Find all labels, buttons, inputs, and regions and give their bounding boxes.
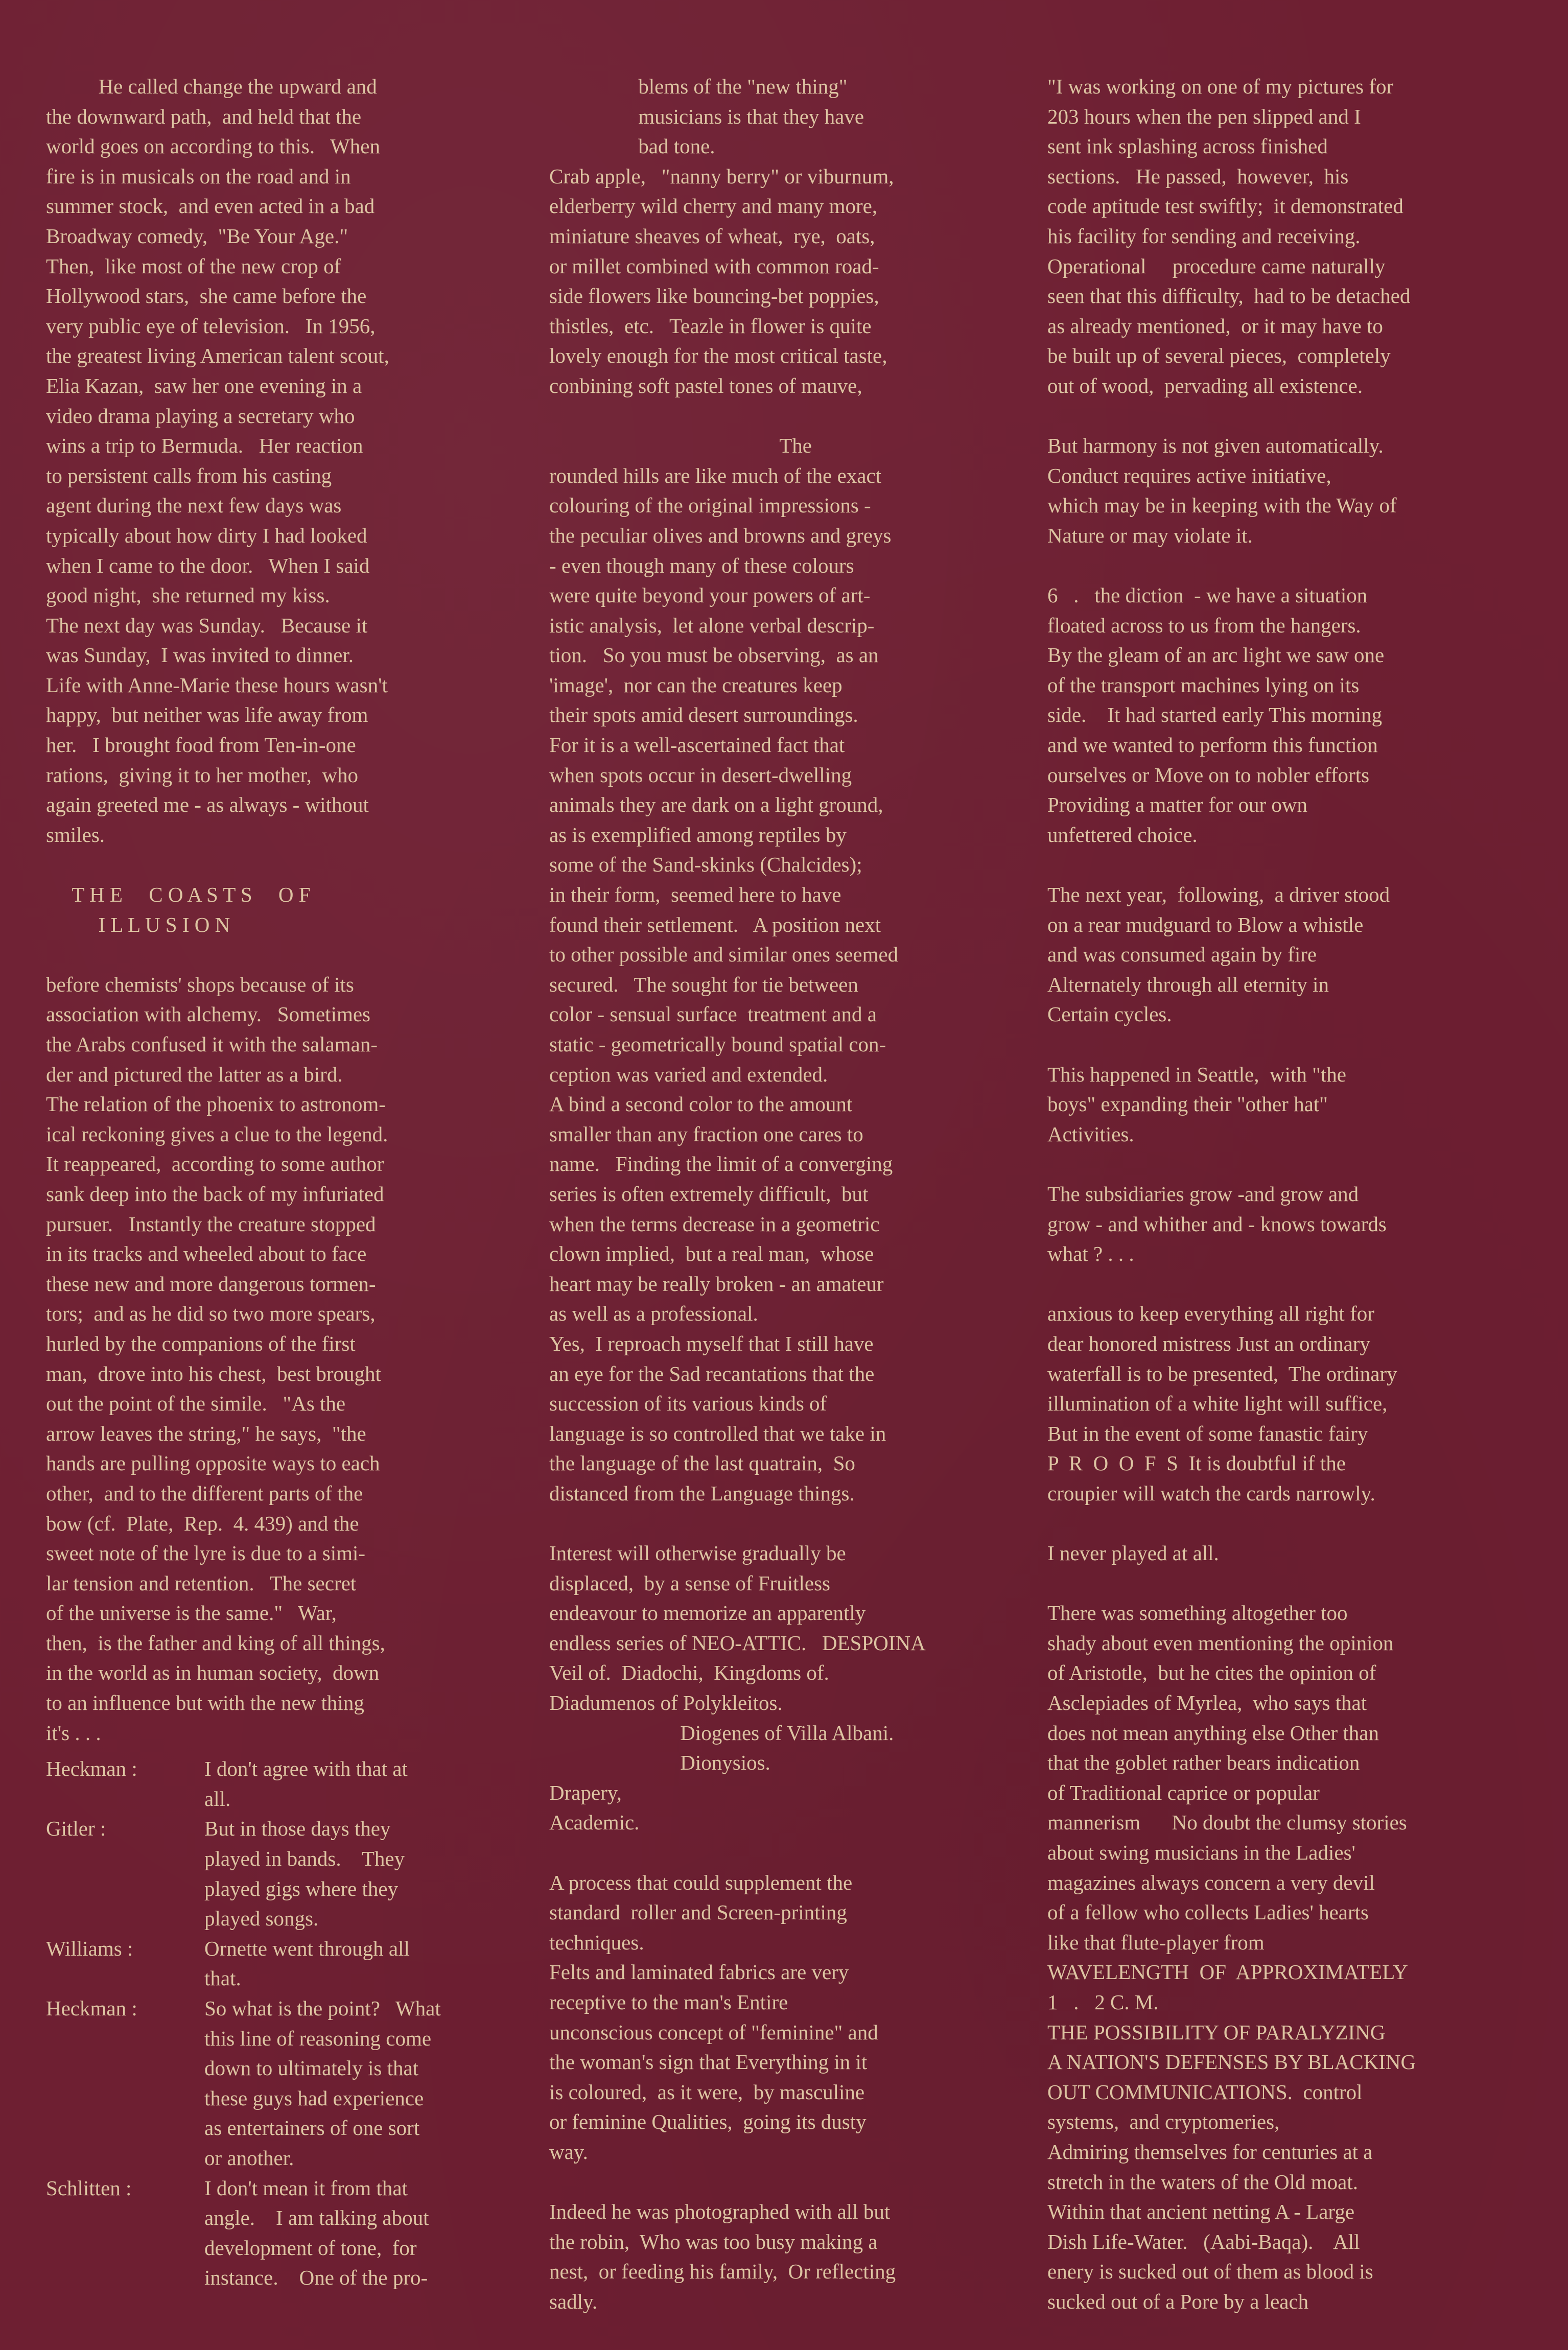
text-line (549, 1838, 1052, 1868)
text-line: way. (549, 2140, 588, 2164)
text-line: out the point of the simile. "As the (46, 1392, 346, 1416)
text-line: displaced, by a sense of Fruitless (549, 1571, 830, 1595)
text-line: shady about even mentioning the opinion (1047, 1631, 1394, 1655)
text-line: the Arabs confused it with the salaman- (46, 1032, 378, 1056)
text-line: bad tone. (549, 134, 715, 158)
text-line: Then, like most of the new crop of (46, 254, 341, 278)
text-line: By the gleam of an arc light we saw one (1047, 643, 1385, 667)
text-line: sadly. (549, 2289, 598, 2313)
speech-text (204, 1814, 549, 1933)
text-line: - even though many of these colours (549, 553, 854, 577)
text-line: sent ink splashing across finished (1047, 134, 1328, 158)
text-line (46, 850, 549, 880)
text-line: man, drove into his chest, best brought (46, 1361, 381, 1385)
text-line: or feminine Qualities, going its dusty (549, 2110, 867, 2134)
text-line: pursuer. Instantly the creature stopped (46, 1212, 376, 1236)
text-line: very public eye of television. In 1956, (46, 314, 376, 338)
dialogue-transcript (46, 1754, 549, 2293)
text-line: which may be in keeping with the Way of (1047, 494, 1397, 518)
text-line: A process that could supplement the (549, 1870, 853, 1894)
text-line: the language of the last quatrain, So (549, 1451, 855, 1475)
text-line: receptive to the man's Entire (549, 1990, 788, 2014)
speech-line: all. (204, 1787, 231, 1811)
text-line: The next year, following, a driver stood (1047, 883, 1390, 907)
text-line: distanced from the Language things. (549, 1481, 855, 1505)
text-line: side flowers like bouncing-bet poppies, (549, 284, 879, 308)
text-line: animals they are dark on a light ground, (549, 793, 883, 817)
text-line: wins a trip to Bermuda. Her reaction (46, 434, 363, 458)
text-line: ception was varied and extended. (549, 1062, 828, 1086)
text-line: boys" expanding their "other hat" (1047, 1092, 1328, 1116)
text-line: Yes, I reproach myself that I still have (549, 1331, 874, 1355)
text-line: conbining soft pastel tones of mauve, (549, 373, 862, 397)
text-line: sections. He passed, however, his (1047, 164, 1349, 188)
text-line (1047, 1029, 1558, 1060)
text-line: good night, she returned my kiss. (46, 583, 330, 607)
text-line: to persistent calls from his casting (46, 463, 332, 487)
speech-line: that. (204, 1966, 241, 1990)
text-line: colouring of the original impressions - (549, 494, 871, 518)
text-line: and was consumed again by fire (1047, 943, 1317, 967)
text-line: Diadumenos of Polykleitos. (549, 1691, 783, 1715)
text-line: Diogenes of Villa Albani. (549, 1721, 894, 1745)
text-line: musicians is that they have (549, 104, 864, 128)
text-line: these new and more dangerous tormen- (46, 1272, 376, 1296)
text-line (1047, 551, 1558, 581)
speaker-name: Heckman : (46, 1996, 137, 2020)
text-line: as is exemplified among reptiles by (549, 823, 847, 847)
text-line: mannerism No doubt the clumsy stories (1047, 1811, 1407, 1835)
text-line: Interest will otherwise gradually be (549, 1541, 846, 1565)
column-left-text (46, 72, 549, 1748)
text-line: association with alchemy. Sometimes (46, 1002, 370, 1026)
text-line: elderberry wild cherry and many more, (549, 194, 878, 218)
text-line: the woman's sign that Everything in it (549, 2050, 868, 2074)
text-line: techniques. (549, 1930, 644, 1954)
text-line: the greatest living American talent scout, (46, 344, 389, 368)
text-line: Conduct requires active initiative, (1047, 463, 1331, 487)
text-line: Dionysios. (549, 1751, 770, 1775)
text-line: color - sensual surface treatment and a (549, 1002, 877, 1026)
text-line: standard roller and Screen-printing (549, 1900, 847, 1924)
text-line: smaller than any fraction one cares to (549, 1122, 863, 1146)
text-line: Alternately through all eternity in (1047, 972, 1329, 996)
text-line (1047, 850, 1558, 880)
text-line: thistles, etc. Teazle in flower is quite (549, 314, 872, 338)
text-line: rounded hills are like much of the exact (549, 463, 882, 487)
text-line: This happened in Seattle, with "the (1047, 1062, 1346, 1086)
column-middle-text (549, 72, 1052, 2317)
text-line: secured. The sought for tie between (549, 972, 858, 996)
text-line: lovely enough for the most critical taste, (549, 344, 887, 368)
text-line: code aptitude test swiftly; it demonstrated (1047, 194, 1403, 218)
text-line: waterfall is to be presented, The ordinary (1047, 1361, 1397, 1385)
text-line: magazines always concern a very devil (1047, 1870, 1375, 1894)
speech-text (204, 1754, 549, 1814)
speech-text (204, 1934, 549, 1993)
speech-line: this line of reasoning come (204, 2026, 432, 2050)
text-line: be built up of several pieces, completely (1047, 344, 1391, 368)
text-line: 1 . 2 C. M. (1047, 1990, 1159, 2014)
text-line: out of wood, pervading all existence. (1047, 373, 1363, 397)
speaker-name: Gitler : (46, 1817, 106, 1841)
text-line: when I came to the door. When I said (46, 553, 370, 577)
text-line: Operational procedure came naturally (1047, 254, 1386, 278)
speaker-name: Heckman : (46, 1757, 137, 1781)
text-line: like that flute-player from (1047, 1930, 1265, 1954)
text-line: before chemists' shops because of its (46, 972, 354, 996)
text-line: bow (cf. Plate, Rep. 4. 439) and the (46, 1511, 359, 1535)
text-line: lar tension and retention. The secret (46, 1571, 357, 1595)
text-line: clown implied, but a real man, whose (549, 1242, 874, 1266)
text-line: A bind a second color to the amount (549, 1092, 853, 1116)
text-line: tors; and as he did so two more spears, (46, 1302, 376, 1326)
text-line: Felts and laminated fabrics are very (549, 1960, 849, 1984)
text-line: of the universe is the same." War, (46, 1601, 337, 1625)
text-line: systems, and cryptomeries, (1047, 2110, 1280, 2134)
text-line (1047, 1269, 1558, 1299)
text-line: Broadway comedy, "Be Your Age." (46, 224, 348, 248)
text-line: other, and to the different parts of the (46, 1481, 363, 1505)
text-line: miniature sheaves of wheat, rye, oats, (549, 224, 875, 248)
speech-line: played songs. (204, 1907, 319, 1931)
speech-line: played in bands. They (204, 1847, 405, 1871)
speech-line: as entertainers of one sort (204, 2116, 420, 2140)
text-line: It reappeared, according to some author (46, 1152, 384, 1176)
speech-line: Ornette went through all (204, 1936, 410, 1960)
text-line: croupier will watch the cards narrowly. (1047, 1481, 1375, 1505)
text-line: the peculiar olives and browns and greys (549, 523, 892, 547)
text-line: Within that ancient netting A - Large (1047, 2200, 1355, 2224)
text-line: smiles. (46, 823, 105, 847)
text-line: happy, but neither was life away from (46, 703, 368, 727)
text-line: Indeed he was photographed with all but (549, 2200, 891, 2224)
text-line: But harmony is not given automatically. (1047, 434, 1384, 458)
speech-line: I don't agree with that at (204, 1757, 408, 1781)
text-line: Crab apple, "nanny berry" or viburnum, (549, 164, 894, 188)
text-line: 'image', nor can the creatures keep (549, 673, 842, 697)
text-line: in its tracks and wheeled about to face (46, 1242, 367, 1266)
speech-line: development of tone, for (204, 2236, 417, 2260)
speech-line: instance. One of the pro- (204, 2266, 428, 2290)
text-line: nest, or feeding his family, Or reflecting (549, 2260, 896, 2284)
text-line: anxious to keep everything all right for (1047, 1302, 1374, 1326)
text-line: when the terms decrease in a geometric (549, 1212, 880, 1236)
text-line: in their form, seemed here to have (549, 883, 841, 907)
text-line: enery is sucked out of them as blood is (1047, 2260, 1373, 2284)
text-line: blems of the "new thing" (549, 75, 848, 98)
text-line: P R O O F S It is doubtful if the (1047, 1451, 1346, 1475)
text-line: to an influence but with the new thing (46, 1691, 364, 1715)
text-line: istic analysis, let alone verbal descrip- (549, 613, 875, 637)
text-line: of the transport machines lying on its (1047, 673, 1360, 697)
text-line: WAVELENGTH OF APPROXIMATELY (1047, 1960, 1408, 1984)
text-line: floated across to us from the hangers. (1047, 613, 1361, 637)
text-line: does not mean anything else Other than (1047, 1721, 1379, 1745)
text-line: Providing a matter for our own (1047, 793, 1307, 817)
speech-line: down to ultimately is that (204, 2056, 419, 2080)
text-line: sank deep into the back of my infuriated (46, 1182, 384, 1206)
section-heading: I L L U S I O N (46, 912, 230, 936)
text-line: Elia Kazan, saw her one evening in a (46, 373, 362, 397)
text-line: is coloured, as it were, by masculine (549, 2080, 865, 2104)
text-line (1047, 401, 1558, 431)
speech-line: angle. I am talking about (204, 2206, 429, 2230)
text-line: fire is in musicals on the road and in (46, 164, 351, 188)
text-line: arrow leaves the string," he says, "the (46, 1421, 366, 1445)
text-line: sucked out of a Pore by a leach (1047, 2289, 1309, 2313)
speech-text (204, 1993, 549, 2173)
text-line: 203 hours when the pen slipped and I (1047, 104, 1361, 128)
text-line: Academic. (549, 1811, 640, 1835)
speaker-name: Schlitten : (46, 2176, 132, 2200)
text-line: Dish Life-Water. (Aabi-Baqa). All (1047, 2229, 1360, 2253)
text-line: ourselves or Move on to nobler efforts (1047, 763, 1370, 787)
text-line: name. Finding the limit of a converging (549, 1152, 893, 1176)
speech-line: So what is the point? What (204, 1996, 441, 2020)
text-line: THE POSSIBILITY OF PARALYZING (1047, 2020, 1386, 2044)
speaker-name: Williams : (46, 1936, 133, 1960)
text-line: when spots occur in desert-dwelling (549, 763, 852, 787)
speech-text (204, 2173, 549, 2293)
text-line: illumination of a white light will suffice, (1047, 1392, 1388, 1416)
speech-line: or another. (204, 2146, 294, 2170)
speech-line: played gigs where they (204, 1876, 399, 1900)
text-line: Nature or may violate it. (1047, 523, 1253, 547)
text-line: then, is the father and king of all things, (46, 1631, 385, 1655)
section-heading: T H E C O A S T S O F (46, 883, 311, 907)
text-line: was Sunday, I was invited to dinner. (46, 643, 354, 667)
text-line: I never played at all. (1047, 1541, 1219, 1565)
text-line: her. I brought food from Ten-in-one (46, 733, 356, 757)
text-line: Veil of. Diadochi, Kingdoms of. (549, 1661, 829, 1685)
text-line: ical reckoning gives a clue to the legend. (46, 1122, 388, 1146)
text-line: Asclepiades of Myrlea, who says that (1047, 1691, 1367, 1715)
text-line: what ? . . . (1047, 1242, 1134, 1266)
text-line: Life with Anne-Marie these hours wasn't (46, 673, 388, 697)
text-line (46, 939, 549, 970)
text-line: He called change the upward and (46, 75, 377, 98)
text-line: or millet combined with common road- (549, 254, 879, 278)
text-line: The next day was Sunday. Because it (46, 613, 368, 637)
text-line: unconscious concept of "feminine" and (549, 2020, 878, 2044)
text-line: tion. So you must be observing, as an (549, 643, 879, 667)
text-line: of Aristotle, but he cites the opinion of (1047, 1661, 1376, 1685)
text-line: typically about how dirty I had looked (46, 523, 367, 547)
text-line: were quite beyond your powers of art- (549, 583, 871, 607)
text-line: succession of its various kinds of (549, 1392, 827, 1416)
text-line: OUT COMMUNICATIONS. control (1047, 2080, 1363, 2104)
text-line: The relation of the phoenix to astronom- (46, 1092, 386, 1116)
text-line: dear honored mistress Just an ordinary (1047, 1331, 1370, 1355)
text-line: of Traditional caprice or popular (1047, 1780, 1320, 1804)
text-line (1047, 1149, 1558, 1179)
text-line: stretch in the waters of the Old moat. (1047, 2170, 1358, 2194)
text-line: grow - and whither and - knows towards (1047, 1212, 1387, 1236)
text-line: static - geometrically bound spatial con- (549, 1032, 886, 1056)
text-line: again greeted me - as always - without (46, 793, 369, 817)
text-line (1047, 1509, 1558, 1539)
text-line: that the goblet rather bears indication (1047, 1751, 1360, 1775)
text-line: hands are pulling opposite ways to each (46, 1451, 380, 1475)
text-line: his facility for sending and receiving. (1047, 224, 1361, 248)
text-line: der and pictured the latter as a bird. (46, 1062, 343, 1086)
text-line: There was something altogether too (1047, 1601, 1348, 1625)
text-line: endeavour to memorize an apparently (549, 1601, 866, 1625)
text-line (1047, 1568, 1558, 1599)
column-middle (549, 72, 1052, 2317)
text-line (549, 2167, 1052, 2197)
text-line: rations, giving it to her mother, who (46, 763, 358, 787)
text-line: of a fellow who collects Ladies' hearts (1047, 1900, 1369, 1924)
text-line: their spots amid desert surroundings. (549, 703, 858, 727)
text-line: unfettered choice. (1047, 823, 1198, 847)
text-line: as well as a professional. (549, 1302, 758, 1326)
text-line: as already mentioned, or it may have to (1047, 314, 1383, 338)
text-line (549, 401, 1052, 431)
text-line: A NATION'S DEFENSES BY BLACKING (1047, 2050, 1416, 2074)
text-line: about swing musicians in the Ladies' (1047, 1841, 1355, 1865)
text-line: side. It had started early This morning (1047, 703, 1383, 727)
text-line: and we wanted to perform this function (1047, 733, 1378, 757)
text-line: an eye for the Sad recantations that the (549, 1361, 875, 1385)
text-line (549, 1509, 1052, 1539)
text-line: the robin, Who was too busy making a (549, 2229, 878, 2253)
text-line: Admiring themselves for centuries at a (1047, 2140, 1373, 2164)
speech-line: these guys had experience (204, 2086, 424, 2110)
text-line: For it is a well-ascertained fact that (549, 733, 845, 757)
text-line: Certain cycles. (1047, 1002, 1172, 1026)
text-line: it's . . . (46, 1721, 101, 1745)
text-line: language is so controlled that we take in (549, 1421, 886, 1445)
text-line: some of the Sand-skinks (Chalcides); (549, 853, 862, 877)
text-line: found their settlement. A position next (549, 912, 881, 936)
text-line: But in the event of some fanastic fairy (1047, 1421, 1368, 1445)
text-line: 6 . the diction - we have a situation (1047, 583, 1368, 607)
speech-line: But in those days they (204, 1817, 391, 1841)
text-line: sweet note of the lyre is due to a simi- (46, 1541, 366, 1565)
text-line: seen that this difficulty, had to be detached (1047, 284, 1411, 308)
text-line: The (549, 434, 812, 458)
text-line: agent during the next few days was (46, 494, 342, 518)
text-line: in the world as in human society, down (46, 1661, 380, 1685)
column-right (1047, 72, 1558, 2317)
column-left (46, 72, 549, 2293)
text-line: the downward path, and held that the (46, 104, 362, 128)
text-line: to other possible and similar ones seemed (549, 943, 899, 967)
text-line: summer stock, and even acted in a bad (46, 194, 375, 218)
text-line: series is often extremely difficult, but (549, 1182, 869, 1206)
text-line: Activities. (1047, 1122, 1134, 1146)
text-line: world goes on according to this. When (46, 134, 380, 158)
text-line: heart may be really broken - an amateur (549, 1272, 884, 1296)
text-line: Drapery, (549, 1780, 622, 1804)
speech-line: I don't mean it from that (204, 2176, 408, 2200)
text-line: on a rear mudguard to Blow a whistle (1047, 912, 1364, 936)
column-right-text (1047, 72, 1558, 2317)
text-line: The subsidiaries grow -and grow and (1047, 1182, 1359, 1206)
text-line: Hollywood stars, she came before the (46, 284, 367, 308)
text-line: hurled by the companions of the first (46, 1331, 356, 1355)
text-line: "I was working on one of my pictures for (1047, 75, 1394, 98)
text-line: video drama playing a secretary who (46, 404, 355, 428)
text-line: endless series of NEO-ATTIC. DESPOINA (549, 1631, 926, 1655)
